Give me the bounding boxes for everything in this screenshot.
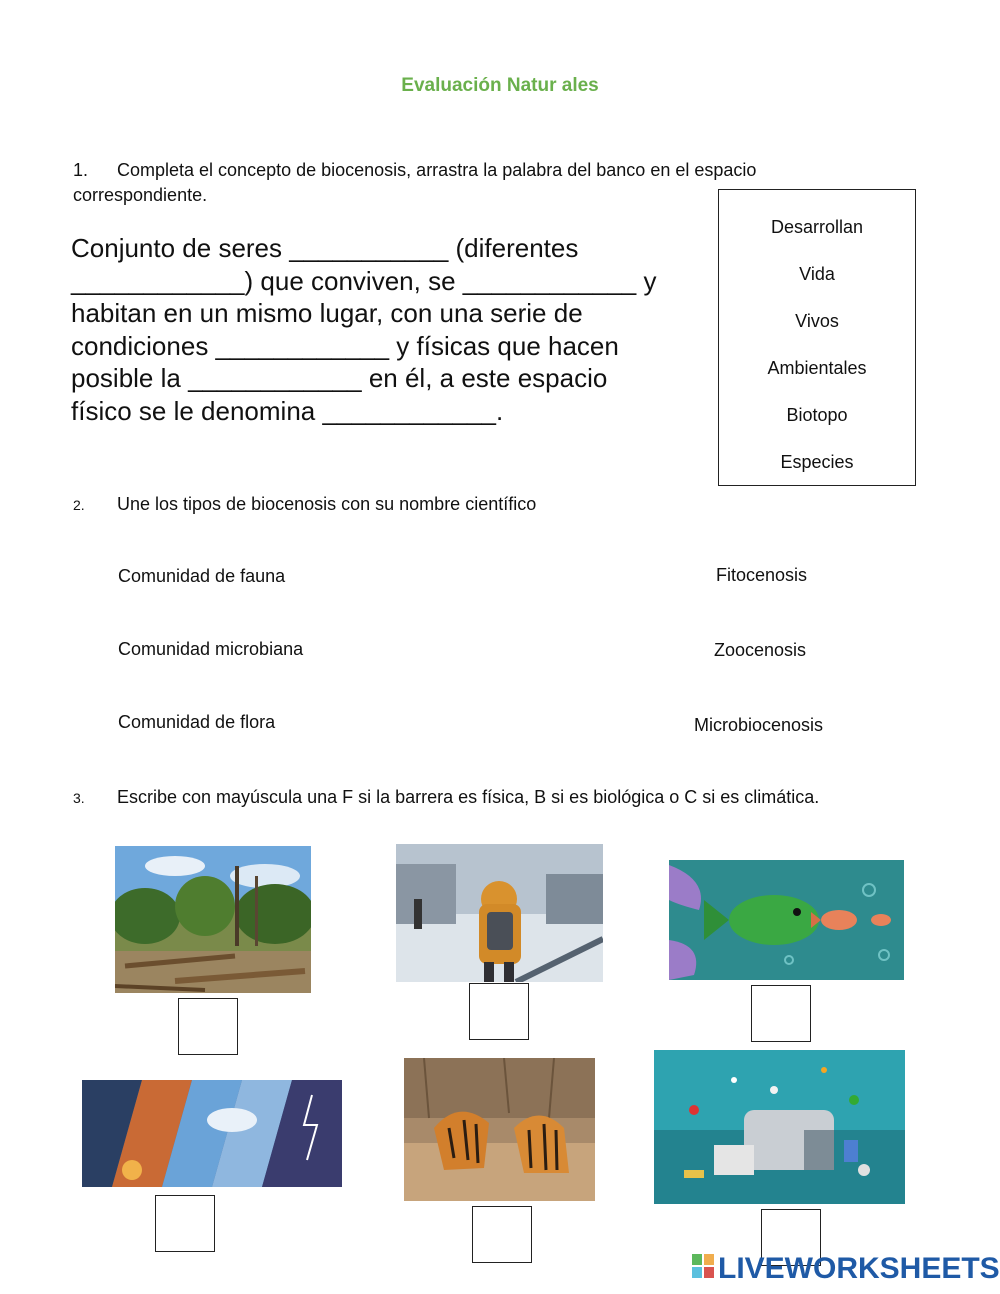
deforestation-image	[115, 846, 311, 993]
q1-instruction-line2: correspondiente.	[73, 185, 208, 205]
answer-box-4[interactable]	[155, 1195, 215, 1252]
bank-word-desarrollan[interactable]: Desarrollan	[770, 217, 864, 237]
tigers-image	[404, 1058, 595, 1201]
q1-instruction-line1: Completa el concepto de biocenosis, arrastra la palabra del banco en el espacio	[117, 160, 757, 180]
paragraph-line[interactable]: Conjunto de seres ___________ (diferentes	[71, 233, 579, 263]
word-bank	[718, 189, 916, 486]
match-left-fauna[interactable]: Comunidad de fauna	[118, 566, 286, 586]
answer-box-5[interactable]	[472, 1206, 532, 1263]
paragraph-line[interactable]: posible la ____________ en él, a este espacio	[71, 363, 608, 393]
bank-word-especies[interactable]: Especies	[780, 452, 854, 472]
paragraph-line[interactable]: condiciones ____________ y físicas que hacen	[71, 330, 619, 361]
bank-word-vida[interactable]: Vida	[799, 264, 835, 284]
snow-image	[396, 844, 603, 982]
answer-box-3[interactable]	[751, 985, 811, 1042]
biocenosis-paragraph	[71, 232, 671, 427]
bank-word-biotopo[interactable]: Biotopo	[786, 405, 848, 425]
ocean-pollution-image	[654, 1050, 905, 1204]
answer-box-2[interactable]	[469, 983, 529, 1040]
match-left-flora[interactable]: Comunidad de flora	[118, 712, 276, 732]
q2-number: 2.	[73, 497, 85, 513]
page-title: Evaluación Natur ales	[401, 75, 599, 96]
liveworksheets-brand: LIVEWORKSHEETS	[718, 1252, 1000, 1285]
q1-number: 1.	[73, 160, 89, 180]
bank-word-ambientales[interactable]: Ambientales	[767, 358, 867, 378]
weather-image	[82, 1080, 342, 1187]
match-left-microbiana[interactable]: Comunidad microbiana	[118, 639, 304, 659]
paragraph-line: habitan en un mismo lugar, con una serie de	[71, 298, 583, 328]
q3-instruction: Escribe con mayúscula una F si la barrera es física, B si es biológica o C si es climática.	[117, 787, 820, 807]
paragraph-line[interactable]: físico se le denomina ____________.	[71, 395, 504, 426]
match-right-microbiocenosis[interactable]: Microbiocenosis	[694, 715, 824, 735]
paragraph-line[interactable]: ____________) que conviven, se ____________ y	[71, 265, 657, 296]
fish-image	[669, 860, 904, 980]
liveworksheets-logo-icon	[692, 1254, 716, 1284]
q2-instruction: Une los tipos de biocenosis con su nombre científico	[117, 494, 537, 514]
match-right-zoocenosis[interactable]: Zoocenosis	[714, 640, 807, 660]
q3-number: 3.	[73, 790, 85, 806]
match-right-fitocenosis[interactable]: Fitocenosis	[716, 565, 808, 585]
bank-word-vivos[interactable]: Vivos	[795, 311, 839, 331]
answer-box-1[interactable]	[178, 998, 238, 1055]
